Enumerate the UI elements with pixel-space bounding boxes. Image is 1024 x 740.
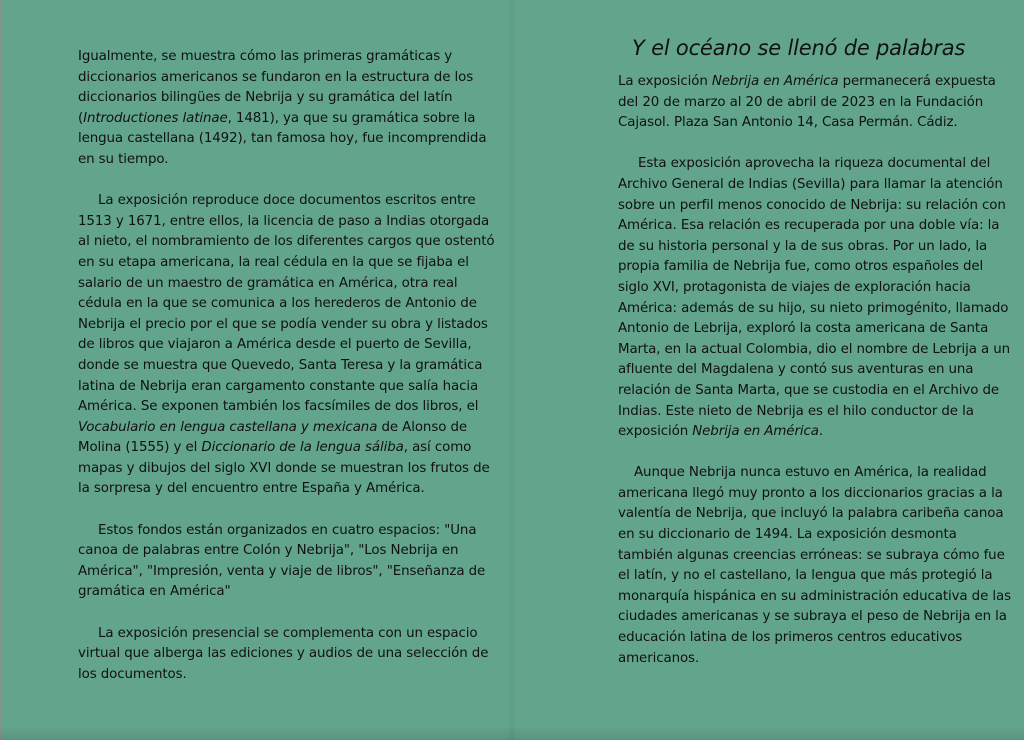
exhibition-title: Nebrija en América xyxy=(711,74,839,89)
book-title: Introductiones latinae xyxy=(83,110,228,126)
text-run: Esta exposición aprovecha la riqueza documental del Archivo General de Indias (Sevilla) para llamar la atención sobre un perfil menos conocido de Nebrija: su relación con América. Esa relación es recuperada por una doble vía: la de su historia personal y la de sus obras. Por un lado, la propia familia de Nebrija fue, como otros españoles del siglo XVI, protagonista de viajes de exploración hacia América: además de su hijo, su nieto primogénito, llamado Antonio de Lebrija, exploró la costa americana de Santa Marta, en la actual Colombia, dio el nombre de Lebrija a un afluente del Magdalena y contó sus aventuras en una relación de Santa Marta, que se custodia en el Archivo de Indias. Este nieto de Nebrija es el hilo conductor de la exposición xyxy=(618,156,1011,440)
left-paragraph-1 xyxy=(78,47,502,171)
text-run: , 1481), ya que su gramática sobre la lengua castellana (1492), tan famosa hoy, fue incomprendida en su tiempo. xyxy=(78,110,487,167)
book-title: Vocabulario en lengua castellana y mexicana xyxy=(78,419,378,435)
right-paragraph-2 xyxy=(618,154,1014,442)
page-fold xyxy=(508,0,516,740)
text-run: La exposición reproduce doce documentos escritos entre 1513 y 1671, entre ellos, la licencia de paso a Indias otorgada al nieto, el nombramiento de los diferentes cargos que ostentó en su etapa americana, la real cédula en la que se fijaba el salario de un maestro de gramática en América, otra real cédula en la que se comunica a los herederos de Antonio de Nebrija el precio por el que se podía vender su obra y listados de libros que viajaron a América desde el puerto de Sevilla, donde se muestra que Quevedo, Santa Teresa y la gramática latina de Nebrija eran cargamento constante que salía hacia América. Se exponen también los facsímiles de dos libros, el xyxy=(78,193,495,415)
page-edge xyxy=(0,0,2,740)
left-column xyxy=(78,47,502,706)
text-run: La exposición xyxy=(618,74,712,89)
left-paragraph-3: Estos fondos están organizados en cuatro espacios: "Una canoa de palabras entre Colón y Nebrija", "Los Nebrija en América", "Impresión, venta y viaje de libros", "Enseñanza de gramática en América" xyxy=(78,522,486,600)
right-paragraph-3: Aunque Nebrija nunca estuvo en América, la realidad americana llegó muy pronto a los diccionarios gracias a la valentía de Nebrija, que incluyó la palabra caribeña canoa en su diccionario de 1494. La exposición desmonta también algunas creencias erróneas: se subraya cómo fue el latín, y no el castellano, la lengua que más protegió la monarquía hispánica en su administración educativa de las ciudades americanas y se subraya el peso de Nebrija en la educación latina de los primeros centros educativos americanos. xyxy=(618,465,1011,666)
text-run: . xyxy=(818,424,824,440)
right-paragraph-1 xyxy=(618,72,1014,134)
text-run: de Alonso de Molina (1555) y el xyxy=(78,419,467,456)
exhibition-title: Nebrija en América xyxy=(692,424,819,440)
bottom-shadow xyxy=(0,726,1024,740)
text-run: , así como mapas y dibujos del siglo XVI donde se muestran los frutos de la sorpresa y del encuentro entre España y América. xyxy=(78,440,490,497)
book-title: Diccionario de la lengua sáliba xyxy=(201,440,404,456)
page-title: Y el océano se llenó de palabras xyxy=(632,36,966,60)
right-column xyxy=(618,72,1014,690)
text-run: Igualmente, se muestra cómo las primeras gramáticas y diccionarios americanos se fundaron en la estructura de los diccionarios bilingües de Nebrija y su gramática del latín ( xyxy=(78,49,474,126)
left-paragraph-4: La exposición presencial se complementa con un espacio virtual que alberga las ediciones y audios de una selección de los documentos. xyxy=(78,625,489,682)
text-run: permanecerá expuesta del 20 de marzo al 20 de abril de 2023 en la Fundación Cajasol. Plaza San Antonio 14, Casa Permán. Cádiz. xyxy=(618,74,996,131)
left-paragraph-2 xyxy=(78,191,502,500)
